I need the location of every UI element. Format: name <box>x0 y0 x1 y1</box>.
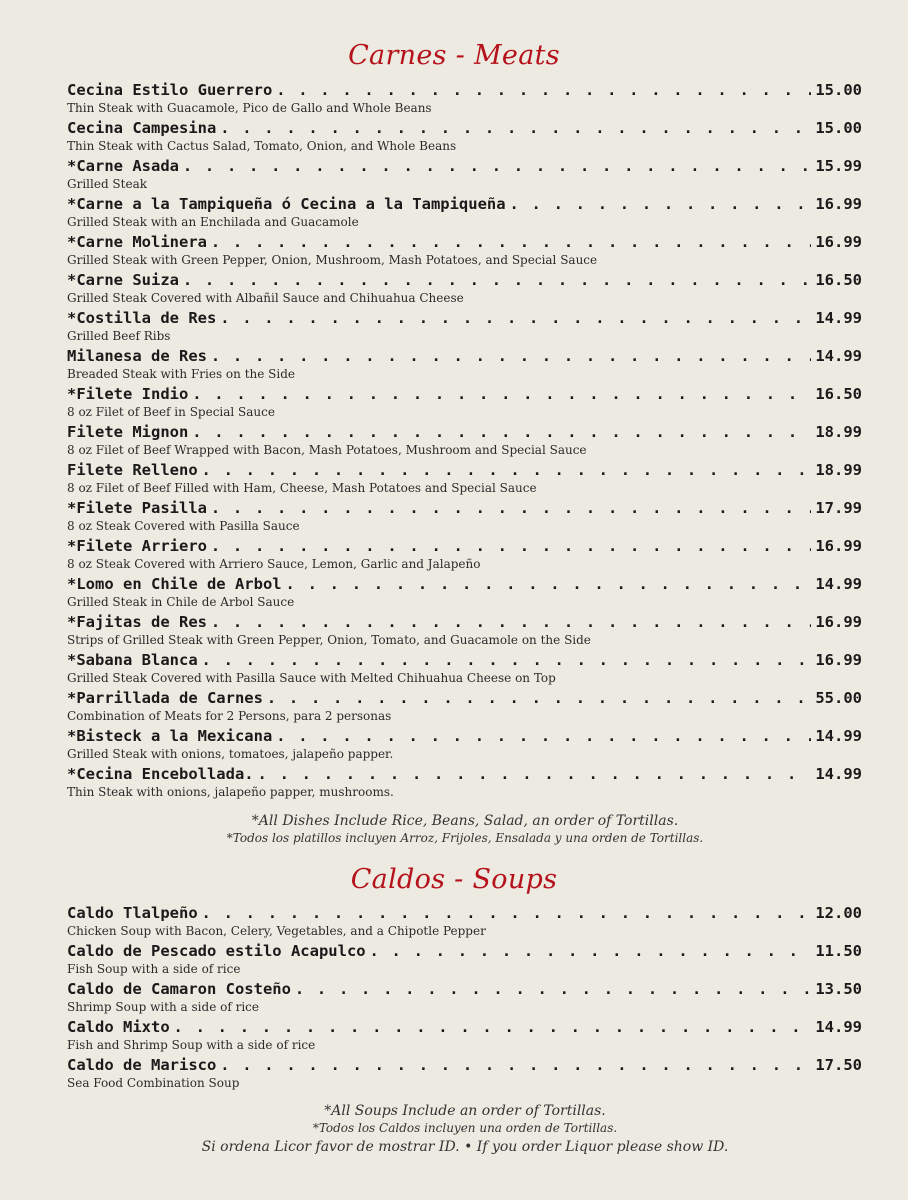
dot-leader <box>202 649 812 671</box>
dot-leader <box>258 763 812 785</box>
menu-item-price: 14.99 <box>815 765 862 783</box>
menu-item <box>67 1054 862 1092</box>
menu-item-name: Caldo de Pescado estilo Acapulco <box>67 942 366 960</box>
menu-item-name: Milanesa de Res <box>67 347 207 365</box>
menu-item-name: *Costilla de Res <box>67 309 217 327</box>
soups-list <box>67 902 862 1092</box>
menu-item <box>67 978 862 1016</box>
menu-item-description: Thin Steak with Guacamole, Pico de Gallo and Whole Beans <box>67 101 432 115</box>
menu-item-name: *Carne Asada <box>67 157 179 175</box>
menu-item-name: *Fajitas de Res <box>67 613 207 631</box>
menu-item <box>67 940 862 978</box>
menu-item-description: Grilled Steak with an Enchilada and Guacamole <box>67 215 359 229</box>
menu-item-row <box>67 497 862 519</box>
menu-item-description: Sea Food Combination Soup <box>67 1076 240 1090</box>
menu-item <box>67 535 862 573</box>
dot-leader <box>370 940 812 962</box>
soups-section-title: Caldos - Soups <box>350 864 558 895</box>
dot-leader <box>202 902 812 924</box>
menu-item-price: 13.50 <box>815 980 862 998</box>
menu-item-price: 18.99 <box>815 461 862 479</box>
menu-item-row <box>67 269 862 291</box>
menu-item-row <box>67 421 862 443</box>
menu-item <box>67 193 862 231</box>
menu-item-name: Caldo Mixto <box>67 1018 170 1036</box>
menu-item-name: Filete Relleno <box>67 461 198 479</box>
menu-item-row <box>67 345 862 367</box>
dot-leader <box>202 459 812 481</box>
menu-item-name: Filete Mignon <box>67 423 189 441</box>
menu-item <box>67 345 862 383</box>
soups-note-english: *All Soups Include an order of Tortillas. <box>324 1103 606 1119</box>
menu-item-description: Combination of Meats for 2 Persons, para 2 personas <box>67 709 392 723</box>
dot-leader <box>220 117 811 139</box>
menu-item-name: *Filete Arriero <box>67 537 207 555</box>
dot-leader <box>510 193 812 215</box>
menu-item-row <box>67 231 862 253</box>
menu-item-price: 16.99 <box>815 537 862 555</box>
menu-item-price: 18.99 <box>815 423 862 441</box>
menu-item-description: 8 oz Filet of Beef in Special Sauce <box>67 405 275 419</box>
menu-item-description: Breaded Steak with Fries on the Side <box>67 367 295 381</box>
menu-item-row <box>67 573 862 595</box>
soups-note-spanish: *Todos los Caldos incluyen una orden de Tortillas. <box>312 1121 618 1135</box>
menu-item-price: 11.50 <box>815 942 862 960</box>
menu-item-description: Shrimp Soup with a side of rice <box>67 1000 259 1014</box>
menu-item <box>67 79 862 117</box>
meats-note-english: *All Dishes Include Rice, Beans, Salad, an order of Tortillas. <box>251 813 679 829</box>
menu-item-name: *Carne Suiza <box>67 271 179 289</box>
menu-item <box>67 573 862 611</box>
menu-item-price: 14.99 <box>815 575 862 593</box>
menu-item <box>67 611 862 649</box>
menu-item-row <box>67 79 862 101</box>
menu-item-price: 15.00 <box>815 119 862 137</box>
menu-item <box>67 421 862 459</box>
dot-leader <box>192 421 811 443</box>
menu-item-price: 16.99 <box>815 195 862 213</box>
menu-item <box>67 687 862 725</box>
menu-item-row <box>67 940 862 962</box>
menu-item-name: Caldo de Camaron Costeño <box>67 980 291 998</box>
dot-leader <box>211 497 811 519</box>
menu-item-description: Strips of Grilled Steak with Green Pepper, Onion, Tomato, and Guacamole on the Side <box>67 633 591 647</box>
dot-leader <box>174 1016 812 1038</box>
menu-item-row <box>67 902 862 924</box>
meats-section-title: Carnes - Meats <box>348 40 560 71</box>
menu-item-price: 17.50 <box>815 1056 862 1074</box>
menu-item-description: Thin Steak with Cactus Salad, Tomato, Onion, and Whole Beans <box>67 139 457 153</box>
menu-item-description: Grilled Steak Covered with Pasilla Sauce with Melted Chihuahua Cheese on Top <box>67 671 556 685</box>
dot-leader <box>276 79 811 101</box>
menu-item <box>67 902 862 940</box>
menu-item-name: Caldo Tlalpeño <box>67 904 198 922</box>
dot-leader <box>295 978 811 1000</box>
menu-item-price: 15.99 <box>815 157 862 175</box>
menu-item-row <box>67 725 862 747</box>
menu-item-row <box>67 117 862 139</box>
menu-item <box>67 117 862 155</box>
menu-item-description: Thin Steak with onions, jalapeño papper, mushrooms. <box>67 785 394 799</box>
dot-leader <box>211 231 811 253</box>
dot-leader <box>183 269 811 291</box>
menu-item <box>67 231 862 269</box>
menu-item-description: 8 oz Filet of Beef Filled with Ham, Cheese, Mash Potatoes and Special Sauce <box>67 481 537 495</box>
menu-item-row <box>67 383 862 405</box>
menu-item-name: *Cecina Encebollada. <box>67 765 254 783</box>
dot-leader <box>183 155 811 177</box>
menu-item-name: *Filete Indio <box>67 385 189 403</box>
menu-item-row <box>67 459 862 481</box>
menu-item-name: *Lomo en Chile de Arbol <box>67 575 282 593</box>
menu-item-row <box>67 649 862 671</box>
dot-leader <box>211 345 811 367</box>
menu-item <box>67 307 862 345</box>
menu-item <box>67 269 862 307</box>
menu-item-price: 14.99 <box>815 347 862 365</box>
menu-item-name: *Filete Pasilla <box>67 499 207 517</box>
menu-item-row <box>67 687 862 709</box>
meats-list <box>67 79 862 801</box>
menu-item-name: Cecina Estilo Guerrero <box>67 81 273 99</box>
menu-item-description: Grilled Steak with Green Pepper, Onion, Mushroom, Mash Potatoes, and Special Sauce <box>67 253 598 267</box>
liquor-id-note: Si ordena Licor favor de mostrar ID. • If you order Liquor please show ID. <box>201 1139 729 1155</box>
menu-item-price: 16.99 <box>815 651 862 669</box>
dot-leader <box>276 725 811 747</box>
menu-item-description: 8 oz Steak Covered with Pasilla Sauce <box>67 519 300 533</box>
menu-item <box>67 649 862 687</box>
menu-item-price: 55.00 <box>815 689 862 707</box>
menu-item-description: Chicken Soup with Bacon, Celery, Vegetables, and a Chipotle Pepper <box>67 924 486 938</box>
menu-item-price: 16.99 <box>815 613 862 631</box>
menu-item-price: 17.99 <box>815 499 862 517</box>
menu-item-name: Cecina Campesina <box>67 119 217 137</box>
dot-leader <box>211 535 811 557</box>
menu-item-row <box>67 535 862 557</box>
menu-item-description: Grilled Beef Ribs <box>67 329 171 343</box>
menu-item-description: Grilled Steak in Chile de Arbol Sauce <box>67 595 295 609</box>
dot-leader <box>267 687 811 709</box>
menu-item-price: 14.99 <box>815 1018 862 1036</box>
menu-item-description: 8 oz Filet of Beef Wrapped with Bacon, Mash Potatoes, Mushroom and Special Sauce <box>67 443 587 457</box>
dot-leader <box>220 1054 811 1076</box>
menu-item <box>67 497 862 535</box>
menu-item-row <box>67 978 862 1000</box>
menu-item-description: Grilled Steak Covered with Albañil Sauce and Chihuahua Cheese <box>67 291 464 305</box>
menu-item-description: Grilled Steak <box>67 177 148 191</box>
menu-item-row <box>67 307 862 329</box>
dot-leader <box>220 307 811 329</box>
menu-item-row <box>67 611 862 633</box>
menu-item <box>67 459 862 497</box>
dot-leader <box>192 383 811 405</box>
menu-item <box>67 155 862 193</box>
meats-note-spanish: *Todos los platillos incluyen Arroz, Frijoles, Ensalada y una orden de Tortillas. <box>226 831 704 845</box>
menu-item-price: 12.00 <box>815 904 862 922</box>
menu-item-price: 14.99 <box>815 727 862 745</box>
menu-item-description: 8 oz Steak Covered with Arriero Sauce, Lemon, Garlic and Jalapeño <box>67 557 481 571</box>
menu-item-description: Fish Soup with a side of rice <box>67 962 241 976</box>
menu-item-name: *Parrillada de Carnes <box>67 689 263 707</box>
menu-item-row <box>67 193 862 215</box>
menu-item-name: *Carne a la Tampiqueña ó Cecina a la Tampiqueña <box>67 195 506 213</box>
menu-item <box>67 1016 862 1054</box>
menu-item-description: Fish and Shrimp Soup with a side of rice <box>67 1038 316 1052</box>
dot-leader <box>211 611 811 633</box>
menu-item-price: 15.00 <box>815 81 862 99</box>
menu-item-description: Grilled Steak with onions, tomatoes, jalapeño papper. <box>67 747 394 761</box>
menu-item-row <box>67 1016 862 1038</box>
menu-item-row <box>67 155 862 177</box>
menu-item <box>67 763 862 801</box>
dot-leader <box>286 573 812 595</box>
menu-item-name: *Carne Molinera <box>67 233 207 251</box>
menu-item-name: *Sabana Blanca <box>67 651 198 669</box>
menu-item-price: 14.99 <box>815 309 862 327</box>
menu-item-price: 16.50 <box>815 385 862 403</box>
menu-item <box>67 383 862 421</box>
menu-item-price: 16.50 <box>815 271 862 289</box>
menu-item-row <box>67 1054 862 1076</box>
menu-item-name: Caldo de Marisco <box>67 1056 217 1074</box>
menu-item <box>67 725 862 763</box>
menu-item-name: *Bisteck a la Mexicana <box>67 727 273 745</box>
menu-item-price: 16.99 <box>815 233 862 251</box>
menu-item-row <box>67 763 862 785</box>
